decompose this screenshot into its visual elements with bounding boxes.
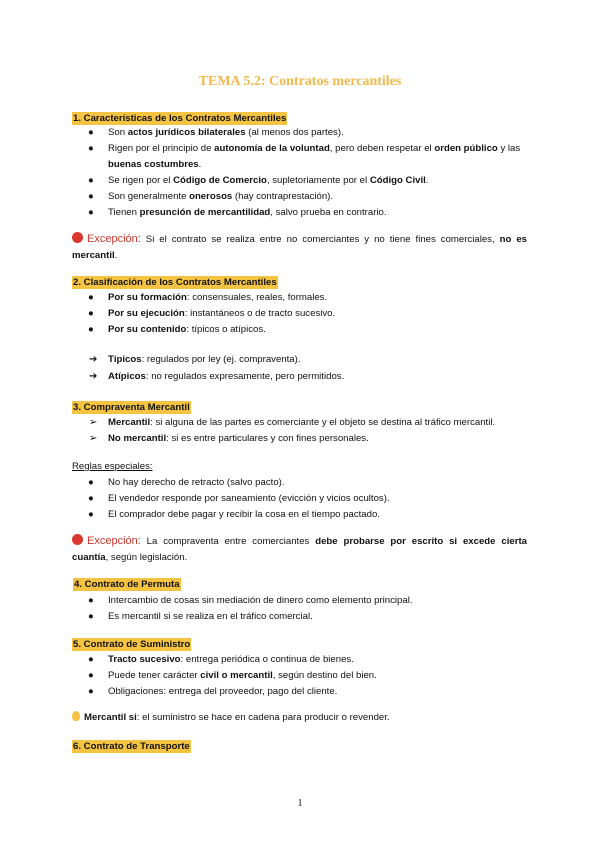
list-item: No hay derecho de retracto (salvo pacto). [108,477,285,488]
list-item: Por su contenido: típicos o atípicos. [108,324,266,335]
arrow-icon: ➔ [89,354,98,365]
tip-note: Mercantil si: el suministro se hace en cadena para producir o revender. [72,710,527,726]
list-item: Mercantil: si alguna de las partes es comerciante y el objeto se destina al tráfico mercantil. [108,417,496,428]
bullet: ● [88,207,94,218]
list-item: Se rigen por el Código de Comercio, supletoriamente por el Código Civil. [108,175,429,186]
list-item: Rigen por el principio de autonomía de la voluntad, pero deben respetar el orden público y las buenas costumbres. [108,143,521,170]
arrow-icon: ➔ [89,371,98,382]
bullet: ● [88,308,94,319]
list-item: Son generalmente onerosos (hay contraprestación). [108,191,334,202]
list-item: Puede tener carácter civil o mercantil, según destino del bien. [108,670,377,681]
bullet: ● [88,595,94,606]
bullet: ● [88,611,94,622]
section-heading-1: 1. Características de los Contratos Mercantiles [73,113,287,124]
rules-title: Reglas especiales: [72,461,153,472]
exception-note-1: Excepción: Si el contrato se realiza entre no comerciantes y no tiene fines comerciales, no es mercantil. [72,233,527,261]
bullet: ● [88,191,94,202]
list-item: Atípicos: no regulados expresamente, pero permitidos. [108,371,345,382]
section-heading-4: 4. Contrato de Permuta [74,579,180,590]
section-heading-3: 3. Compraventa Mercantil [73,402,190,413]
list-item: Por su ejecución: instantáneos o de tracto sucesivo. [108,308,336,319]
bullet: ● [88,686,94,697]
page-number: 1 [297,798,303,809]
bullet: ● [88,127,94,138]
list-item: Tracto sucesivo: entrega periódica o continua de bienes. [108,654,354,665]
list-item: Intercambio de cosas sin mediación de dinero como elemento principal. [108,595,413,606]
bullet: ● [88,477,94,488]
section-heading-2: 2. Clasificación de los Contratos Mercantiles [73,277,277,288]
bullet: ● [88,175,94,186]
list-item: Obligaciones: entrega del proveedor, pago del cliente. [108,686,338,697]
page-title: TEMA 5.2: Contratos mercantiles [198,74,402,89]
list-item: Típicos: regulados por ley (ej. compraventa). [108,354,301,365]
bullet: ● [88,324,94,335]
section-heading-5: 5. Contrato de Suministro [73,639,191,650]
list-item: No mercantil: si es entre particulares y con fines personales. [108,433,369,444]
red-circle-icon [72,232,83,243]
list-item: Son actos jurídicos bilaterales (al menos dos partes). [108,127,344,138]
bullet: ● [88,143,94,154]
bullet: ● [88,292,94,303]
list-item: Es mercantil si se realiza en el tráfico comercial. [108,611,313,622]
exception-note-2: Excepción: La compraventa entre comerciantes debe probarse por escrito si excede cierta cuantía, según legislación. [72,535,527,563]
red-circle-icon [72,534,83,545]
triangle-arrow-icon: ➢ [89,433,98,444]
list-item: El vendedor responde por saneamiento (evicción y vicios ocultos). [108,493,390,504]
bullet: ● [88,509,94,520]
triangle-arrow-icon: ➢ [89,417,98,428]
bullet: ● [88,670,94,681]
list-item: Por su formación: consensuales, reales, formales. [108,292,328,303]
list-item: El comprador debe pagar y recibir la cosa en el tiempo pactado. [108,509,380,520]
list-item: Tienen presunción de mercantilidad, salvo prueba en contrario. [108,207,387,218]
lightbulb-icon [72,711,80,721]
bullet: ● [88,493,94,504]
bullet: ● [88,654,94,665]
section-heading-6: 6. Contrato de Transporte [73,741,190,752]
